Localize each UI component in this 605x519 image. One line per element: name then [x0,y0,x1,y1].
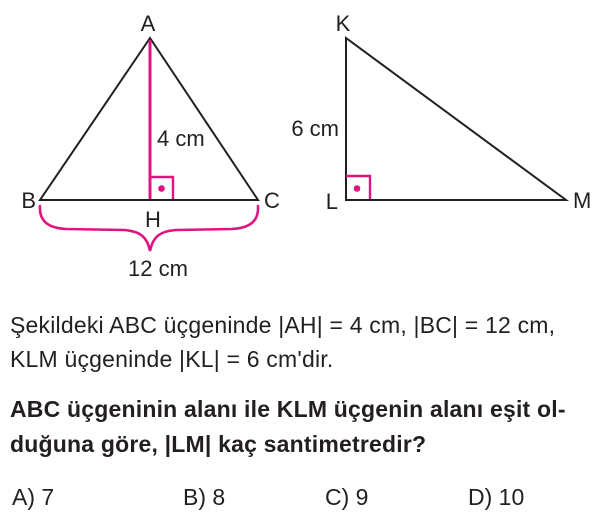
side-dimension-label-kl: 6 cm [291,116,339,141]
triangle-klm-outline [346,38,566,200]
figure-triangle-klm [291,11,591,214]
question-prompt [10,392,602,462]
vertex-label-l: L [325,189,338,214]
height-dimension-label: 4 cm [157,126,205,151]
question-prompt-line2: duğuna göre, |LM| kaç santimetredir? [10,431,427,457]
vertex-label-b: B [21,188,36,213]
right-angle-dot-h [158,185,165,192]
base-dimension-label: 12 cm [128,256,188,281]
answer-option-c[interactable]: C) 9 [325,484,369,510]
answer-option-b[interactable]: B) 8 [183,484,226,510]
problem-statement [10,308,602,376]
right-angle-dot-l [354,185,361,192]
foot-label-h: H [145,207,161,232]
answer-options [0,484,605,514]
question-prompt-line1: ABC üçgeninin alanı ile KLM üçgenin alanı eşit ol- [10,396,566,422]
figure-triangle-abc [21,11,280,281]
vertex-label-c: C [264,188,280,213]
problem-statement-line2: KLM üçgeninde |KL| = 6 cm'dir. [10,346,334,372]
vertex-label-a: A [140,11,156,36]
answer-option-d[interactable]: D) 10 [468,484,525,510]
vertex-label-m: M [573,188,592,213]
vertex-label-k: K [335,11,351,36]
problem-statement-line1: Şekildeki ABC üçgeninde |AH| = 4 cm, |BC| = 12 cm, [10,312,556,338]
answer-option-a[interactable]: A) 7 [12,484,55,510]
